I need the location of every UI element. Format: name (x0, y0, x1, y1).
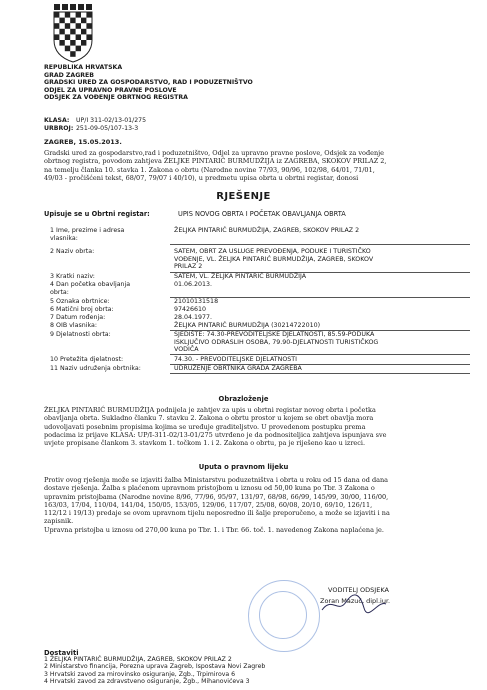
value-line: VOĐENJE, VL. ŽELJKA PINTARIĆ BURMUDŽIJA, ZAGREB, SKOKOV (174, 255, 374, 263)
header-line: GRADSKI URED ZA GOSPODARSTVO, RAD I PODUZETNIŠTVO (44, 79, 253, 87)
label-line: 1 Ime, prezime i adresa (50, 227, 125, 234)
intro-line: na temelju članka 10. stavka 1. Zakona o obrtu (Narodne novine 77/93, 90/96, 102/98, 64/01, 71/01, (44, 165, 375, 174)
document-date: ZAGREB, 15.05.2013. (44, 138, 122, 146)
row-divider (170, 354, 470, 355)
distribution-item: 2 Ministarstvo financija, Porezna uprava Zagreb, Ispostava Novi Zagreb (44, 663, 266, 671)
registry-value (174, 331, 470, 354)
label-line: 11 Naziv udruženja obrtnika: (50, 365, 141, 372)
klasa-label: KLASA: (44, 117, 70, 124)
registry-label (50, 322, 170, 330)
official-stamp (248, 580, 320, 652)
registry-label (50, 356, 170, 364)
label-line: 7 Datum rođenja: (50, 314, 106, 321)
remedy-line: zapisnik. (44, 517, 74, 526)
remedy-line: 163/03, 17/04, 110/04, 141/04, 150/05, 153/05, 129/06, 117/07, 25/08, 60/08, 20/10, 69/10, 126/11, (44, 500, 373, 509)
value-line: SATEM, OBRT ZA USLUGE PREVOĐENJA, PODUKE I TURISTIČKO (174, 248, 371, 255)
registry-value (174, 248, 470, 271)
label-line: 6 Matični broj obrta: (50, 306, 114, 313)
klasa-value: UP/I 311-02/13-01/275 (76, 117, 147, 124)
reasoning-line: uvjete propisane člankom 3. stavkom 1. točkom 1. i 2. Zakona o obrtu, pa je riješeno kao u izreci. (44, 439, 366, 448)
label-line: 2 Naziv obrta: (50, 248, 95, 255)
urbroj-value: 251-09-05/107-13-3 (76, 124, 139, 132)
value-line: VODIČA (174, 346, 199, 354)
value-line: SJEDIŠTE: 74.30-PREVODITELJSKE DJELATNOSTI, 85.59-PODUKA (174, 331, 375, 338)
value-line: ŽELJKA PINTARIĆ BURMUDŽIJA, ZAGREB, SKOKOV PRILAZ 2 (174, 227, 360, 234)
value-line: 01.06.2013. (174, 281, 213, 288)
registry-value (174, 273, 470, 281)
registry-label (50, 306, 170, 314)
remedy-line: 112/12 i 19/13) predaje se ovom upravnom tijelu neposredno ili šalje preporučeno, a može se izjaviti i na (44, 509, 390, 518)
registry-entry-label: Upisuje se u Obrtni registar: (44, 210, 150, 218)
registry-label (50, 331, 170, 339)
registry-label (50, 365, 170, 373)
reasoning-title: Obrazloženje (218, 395, 269, 403)
registry-label (50, 298, 170, 306)
header-line: GRAD ZAGREB (44, 71, 94, 79)
legal-remedy-paragraph (44, 476, 469, 534)
value-line: PRILAZ 2 (174, 263, 203, 271)
reasoning-line: obavljanja obrta. Sukladno članku 7. stavku 2. Zakona o obrtu prostor u kojem se obrt obavlja mora (44, 414, 374, 423)
stamp-inner-ring (259, 591, 307, 639)
row-divider (170, 373, 470, 374)
reasoning-paragraph (44, 406, 469, 447)
registry-entry-value: UPIS NOVOG OBRTA I POČETAK OBAVLJANJA OBRTA (178, 210, 346, 218)
distribution-item: 1 ŽELJKA PINTARIĆ BURMUDŽIJA, ZAGREB, SKOKOV PRILAZ 2 (44, 656, 232, 663)
header-line: ODSJEK ZA VOĐENJE OBRTNOG REGISTRA (44, 94, 188, 102)
label-line: 8 OIB vlasnika: (50, 322, 98, 329)
label-line: 10 Pretežita djelatnost: (50, 356, 124, 363)
row-divider (170, 244, 470, 245)
value-line: ISKLJUČIVO ODRASLIH OSOBA, 79.90-DJELATNOSTI TURISTIČKOG (174, 338, 379, 346)
registry-value (174, 281, 470, 289)
label-line: obrta: (50, 288, 69, 296)
issuer-header (44, 64, 253, 102)
intro-line: Gradski ured za gospodarstvo,rad i poduzetništvo, Odjel za upravno pravne poslove, Odsjek za vođenje (44, 149, 385, 157)
registry-label (50, 314, 170, 322)
registry-value (174, 322, 470, 330)
intro-line: obrtnog registra, povodom zahtjeva ŽELJKE PINTARIĆ BURMUDŽIJA iz ZAGREBA, SKOKOV PRILAZ 2, (44, 157, 387, 166)
value-line: UDRUŽENJE OBRTNIKA GRADA ZAGREBA (174, 365, 302, 372)
registry-value (174, 314, 470, 322)
header-line: ODJEL ZA UPRAVNO PRAVNE POSLOVE (44, 86, 177, 94)
value-line: 74.30. - PREVODITELJSKE DJELATNOSTI (174, 356, 297, 363)
distribution-list (44, 656, 265, 685)
registry-label (50, 227, 170, 242)
reference-numbers (44, 117, 146, 132)
legal-remedy-title: Uputa o pravnom lijeku (198, 463, 289, 471)
label-line: 3 Kratki naziv: (50, 273, 95, 280)
remedy-line: Protiv ovog rješenja može se izjaviti žalba Ministarstvu poduzetništva i obrta u roku od 15 dana od dana (44, 476, 389, 484)
reasoning-line: podacima iz prijave KLASA: UP/I-311-02/13-01/275 utvrđeno je da podnositeljica zahtjeva ispunjava sve (44, 430, 387, 439)
registry-label (50, 281, 170, 296)
reasoning-line: ŽELJKA PINTARIĆ BURMUDŽIJA podnijela je zahtjev za upis u obrtni registar novog obrta i početka (44, 406, 376, 414)
remedy-line: dostave rješenja. Žalba s plaćenom upravnom pristojbom u iznosu od 50,00 kuna po Tbr. 3 Zakona o (44, 484, 375, 493)
value-line: 97426610 (174, 306, 207, 313)
label-line: 4 Dan početka obavljanja (50, 281, 131, 288)
registry-label (50, 273, 170, 281)
label-line: vlasnika: (50, 234, 78, 242)
handwritten-signature (312, 592, 392, 616)
reasoning-line: udovoljavati posebnim propisima kojima se uređuje graditeljstvo. U provedenom postupku prema (44, 422, 366, 431)
label-line: 5 Oznaka obrtnice: (50, 298, 110, 305)
registry-label (50, 248, 170, 256)
remedy-line: upravnim pristojbama (Narodne novine 8/96, 77/96, 95/97, 131/97, 68/98, 66/99, 145/99, 30/00, 116/00, (44, 492, 389, 501)
coat-of-arms-icon (52, 4, 94, 64)
registry-value (174, 365, 470, 373)
distribution-item: 4 Hrvatski zavod za zdravstveno osiguranje, Zgb., Mihanovićeva 3 (44, 678, 250, 686)
label-line: 9 Djelatnosti obrta: (50, 331, 111, 338)
value-line: 28.04.1977. (174, 314, 213, 321)
header-line: REPUBLIKA HRVATSKA (44, 64, 123, 71)
registry-value (174, 356, 470, 364)
decision-title: RJEŠENJE (216, 191, 271, 202)
urbroj-label: URBROJ: (44, 124, 74, 132)
value-line: SATEM, VL. ŽELJKA PINTARIĆ BURMUDŽIJA (174, 273, 307, 280)
registry-value (174, 227, 470, 235)
signatory-role: VODITELJ ODSJEKA (328, 586, 389, 594)
value-line: ŽELJKA PINTARIĆ BURMUDŽIJA (30214722010) (174, 322, 321, 329)
intro-paragraph (44, 149, 469, 182)
distribution-item: 3 Hrvatski zavod za mirovinsko osiguranje, Zgb., Trpimirova 6 (44, 670, 236, 678)
distribution-title: Dostaviti (44, 649, 79, 657)
remedy-line: Upravna pristojba u iznosu od 270,00 kuna po Tbr. 1. i Tbr. 66. toč. 1. navedenog Zakona naplaćena je. (44, 525, 384, 534)
signatory-name: Zoran Mazuć, dipl.iur. (320, 597, 391, 605)
registry-value (174, 298, 470, 306)
intro-line: 49/03 - pročišćeni tekst, 68/07, 79/07 i 40/10), u predmetu upisa obrta u obrtni registar, donosi (44, 173, 359, 182)
registry-value (174, 306, 470, 314)
value-line: 21010131518 (174, 298, 219, 305)
